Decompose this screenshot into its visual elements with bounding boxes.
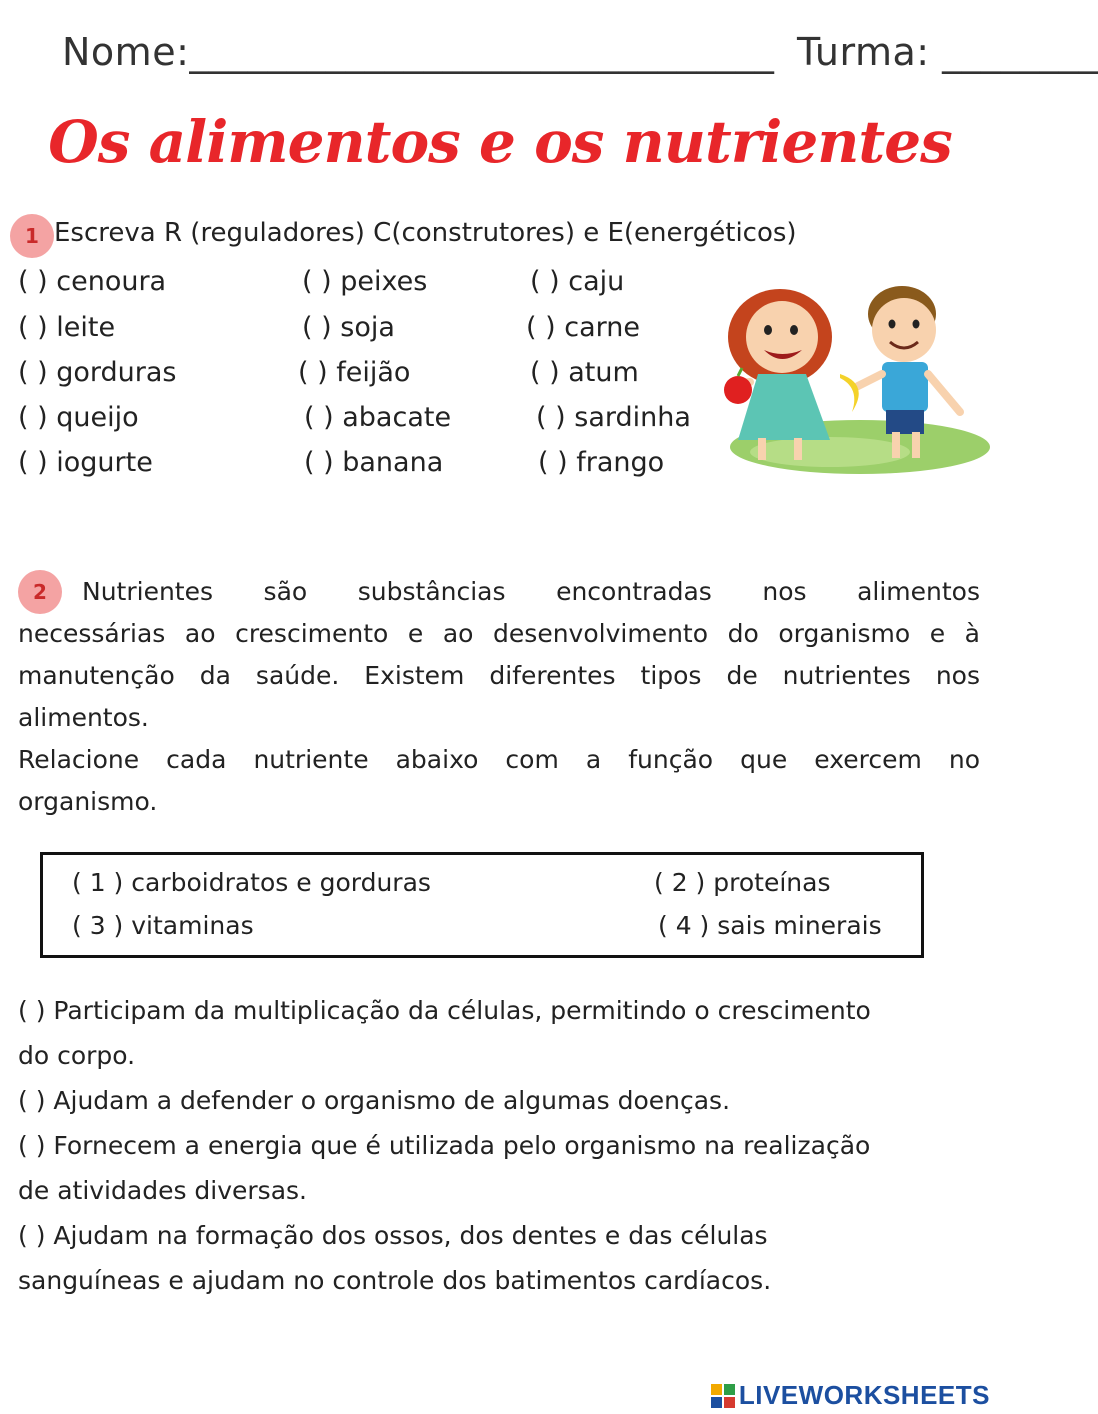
q2-paragraph-line: Relacione cada nutriente abaixo com a função que exercem no xyxy=(18,745,980,774)
class-line[interactable]: ________ xyxy=(942,30,1098,74)
answer-blank[interactable]: ( ) xyxy=(18,266,48,297)
answer-blank[interactable]: ( ) xyxy=(302,312,332,343)
answer-blank[interactable]: ( ) xyxy=(302,266,332,297)
q1-item: ( ) soja xyxy=(302,312,395,343)
answer-blank[interactable]: ( ) xyxy=(304,447,334,478)
answer-blank[interactable]: ( ) xyxy=(538,447,568,478)
q2-paragraph-line: alimentos. xyxy=(18,703,149,732)
q1-item: ( ) leite xyxy=(18,312,116,343)
answer-blank[interactable]: ( ) xyxy=(530,357,560,388)
statement-line[interactable]: ( ) Fornecem a energia que é utilizada pelo organismo na realização xyxy=(18,1131,871,1160)
q1-item: ( ) cenoura xyxy=(18,266,167,297)
question-1-badge: 1 xyxy=(10,214,54,258)
option-sais-minerais: ( 4 ) sais minerais xyxy=(658,911,882,940)
option-vitaminas: ( 3 ) vitaminas xyxy=(72,911,254,940)
statement-line[interactable]: ( ) Ajudam a defender o organismo de algumas doenças. xyxy=(18,1086,731,1115)
q1-item: ( ) peixes xyxy=(302,266,428,297)
liveworksheets-icon xyxy=(711,1384,735,1408)
option-carboidratos: ( 1 ) carboidratos e gorduras xyxy=(72,868,431,897)
question-2-badge: 2 xyxy=(18,570,62,614)
q1-item: ( ) caju xyxy=(530,266,625,297)
q1-item: ( ) carne xyxy=(526,312,640,343)
q1-item: ( ) queijo xyxy=(18,402,139,433)
name-label: Nome: xyxy=(62,30,190,74)
q2-paragraph-line: Nutrientes são substâncias encontradas nos alimentos xyxy=(82,577,980,606)
statement-line: sanguíneas e ajudam no controle dos batimentos cardíacos. xyxy=(18,1266,772,1295)
class-label: Turma: xyxy=(796,30,930,74)
page-title: Os alimentos e os nutrientes xyxy=(48,108,952,176)
answer-blank[interactable]: ( ) xyxy=(304,402,334,433)
name-line[interactable]: ______________________________ xyxy=(189,30,775,74)
q1-item: ( ) atum xyxy=(530,357,639,388)
q1-item: ( ) banana xyxy=(304,447,444,478)
q1-item: ( ) iogurte xyxy=(18,447,153,478)
q1-item: ( ) gorduras xyxy=(18,357,177,388)
kids-illustration xyxy=(720,262,992,477)
option-proteinas: ( 2 ) proteínas xyxy=(654,868,831,897)
q1-item: ( ) sardinha xyxy=(536,402,691,433)
answer-blank[interactable]: ( ) xyxy=(530,266,560,297)
liveworksheets-brand: LIVEWORKSHEETS xyxy=(738,1380,990,1410)
header-name-class xyxy=(62,30,1098,74)
liveworksheets-logo xyxy=(711,1380,990,1411)
statement-line[interactable]: ( ) Participam da multiplicação da células, permitindo o crescimento xyxy=(18,996,871,1025)
answer-blank[interactable]: ( ) xyxy=(18,402,48,433)
answer-blank[interactable]: ( ) xyxy=(18,357,48,388)
q2-paragraph-line: manutenção da saúde. Existem diferentes tipos de nutrientes nos xyxy=(18,661,980,690)
statement-line[interactable]: ( ) Ajudam na formação dos ossos, dos dentes e das células xyxy=(18,1221,768,1250)
answer-blank[interactable]: ( ) xyxy=(526,312,556,343)
statement-line: de atividades diversas. xyxy=(18,1176,308,1205)
statement-line: do corpo. xyxy=(18,1041,136,1070)
q2-paragraph-line: necessárias ao crescimento e ao desenvolvimento do organismo e à xyxy=(18,619,980,648)
answer-blank[interactable]: ( ) xyxy=(536,402,566,433)
answer-blank[interactable]: ( ) xyxy=(18,447,48,478)
q2-paragraph-line: organismo. xyxy=(18,787,158,816)
answer-blank[interactable]: ( ) xyxy=(18,312,48,343)
answer-blank[interactable]: ( ) xyxy=(298,357,328,388)
q1-item: ( ) abacate xyxy=(304,402,452,433)
q1-item: ( ) frango xyxy=(538,447,665,478)
question-1-instruction: Escreva R (reguladores) C(construtores) e E(energéticos) xyxy=(54,218,797,248)
q1-item: ( ) feijão xyxy=(298,357,411,388)
